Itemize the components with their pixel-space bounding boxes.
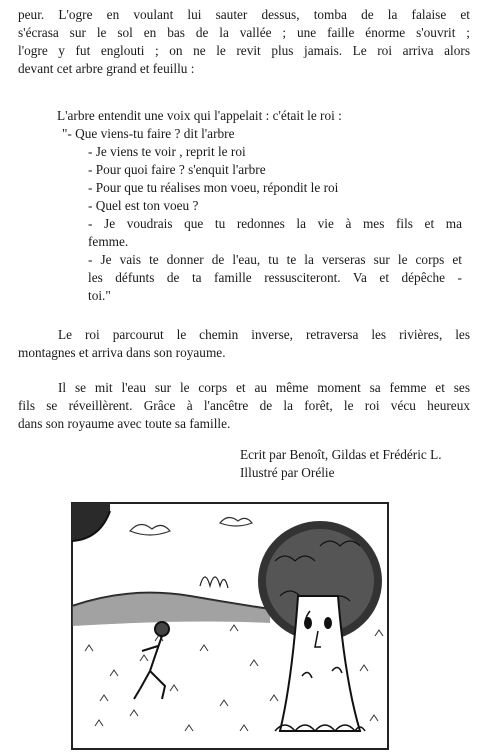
dialog-line: - Je voudrais que tu redonnes la vie à mes fils et ma xyxy=(88,216,462,231)
dialog-intro: L'arbre entendit une voix qui l'appelait : c'était le roi : xyxy=(57,108,342,123)
p3-line: dans son royaume avec toute sa famille. xyxy=(18,416,231,431)
p1-line: s'écrasa sur le sol en bas de la vallée ; une faille énorme s'ouvrit ; xyxy=(18,25,470,40)
dialog-line: toi." xyxy=(88,288,111,303)
p1-line: peur. L'ogre en voulant lui sauter dessus, tomba de la falaise et xyxy=(18,7,470,22)
p1-line: l'ogre y fut englouti ; on ne le revit plus jamais. Le roi arriva alors xyxy=(18,43,470,58)
credits xyxy=(240,446,442,482)
dialog-block xyxy=(62,125,462,305)
dialog-line: femme. xyxy=(88,234,129,249)
paragraph-1 xyxy=(18,6,470,78)
p2-line: montagnes et arriva dans son royaume. xyxy=(18,345,226,360)
dialog-line: - Quel est ton voeu ? xyxy=(88,198,199,213)
dialog-line: les défunts de ta famille ressusciteront. Va et dépêche - xyxy=(88,270,462,285)
p2-line: Le roi parcourut le chemin inverse, retraversa les rivières, les xyxy=(58,327,470,342)
illustration xyxy=(70,501,390,751)
dialog-line: - Pour que tu réalises mon voeu, répondit le roi xyxy=(88,180,339,195)
p3-line: Il se mit l'eau sur le corps et au même moment sa femme et ses xyxy=(58,380,470,395)
dialog-line: "- Que viens-tu faire ? dit l'arbre xyxy=(62,126,235,141)
p1-line: devant cet arbre grand et feuillu : xyxy=(18,61,195,76)
credit-illustrated: Illustré par Orélie xyxy=(240,465,335,480)
dialog-line: - Je vais te donner de l'eau, tu te la verseras sur le corps et xyxy=(88,252,462,267)
dialog-line: - Je viens te voir , reprit le roi xyxy=(88,144,246,159)
paragraph-2 xyxy=(18,326,470,362)
paragraph-3 xyxy=(18,379,470,433)
p3-line: fils se réveillèrent. Grâce à l'ancêtre de la forêt, le roi vécu heureux xyxy=(18,398,470,413)
dialog-line: - Pour quoi faire ? s'enquit l'arbre xyxy=(88,162,266,177)
credit-written: Ecrit par Benoît, Gildas et Frédéric L. xyxy=(240,447,442,462)
